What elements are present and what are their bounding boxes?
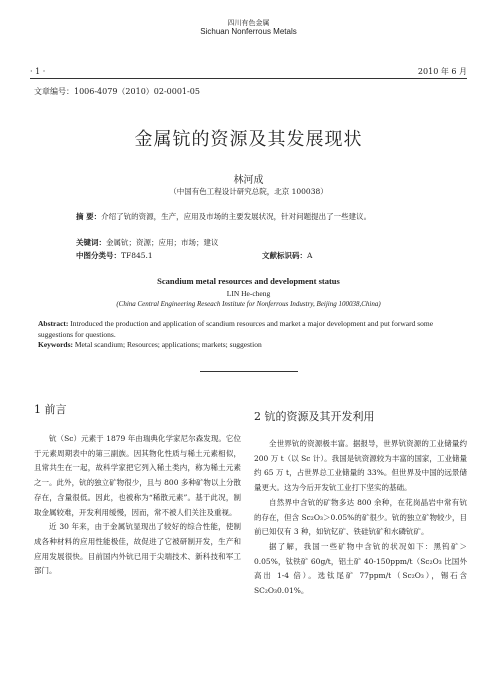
page-number: · 1 ·	[30, 67, 46, 76]
document-code-text: A	[307, 251, 313, 260]
abstract-cn	[76, 211, 438, 223]
classification-number	[76, 250, 153, 261]
header-rule	[30, 78, 467, 79]
abstract-en-label: Abstract:	[38, 319, 69, 328]
article-number: 文章编号：1006-4079（2010）02-0001-05	[34, 87, 200, 96]
abstract-en	[38, 318, 463, 340]
paragraph: 据了解，我国一些矿物中含钪的状况如下：黑钨矿＞0.05%，钛铁矿 60g/t，铝土矿 40-150ppm/t（Sc₂O₃ 比国外高出 1-4 倍）。选钛尾矿 77ppm/t（Sc₂O₃），锡石含 SC₂O₃0.01%。	[254, 541, 467, 596]
author-affiliation: （中国有色工程设计研究总院，北京 100038）	[169, 187, 328, 196]
paragraph: 自然界中含钪的矿物多达 800 余种，在花岗晶岩中常有钪的存在，但含 Sc₂O₃＞0.05%的矿很少。钪的独立矿物较少，目前已知仅有 3 种，如钪钇矿、铁硅钪矿和水磷钪矿。	[254, 497, 467, 537]
paragraph: 全世界钪的资源极丰富。据报导，世界钪资源的工业储量约 200 万 t（以 Sc 计）。我国是钪资源较为丰富的国家，工业储量约 65 万 t，占世界总工业储量的 33%。但世界及中国的远景储量更大。这为今后开发钪工业打下坚实的基础。	[254, 439, 467, 493]
keywords-cn-text: 金属钪；资源；应用；市场；建议	[106, 238, 219, 247]
journal-name-en: Sichuan Nonferrous Metals	[200, 27, 297, 36]
issue-date: 2010 年 6 月	[417, 67, 467, 76]
section-2-body	[254, 437, 467, 599]
journal-name-cn: 四川有色金属	[227, 19, 270, 27]
classification-text: TF845.1	[121, 251, 153, 260]
paragraph: 近 30 年来，由于金属钪显现出了较好的综合性能，使制成各种材料的应用性能极佳，故促进了它被研制开发，生产和应用发展很快。目前国内外钪已用于尖端技术、新科技和军工部门。	[34, 522, 241, 576]
abstract-cn-label: 摘 要：	[76, 212, 102, 221]
author-affiliation-en: (China Central Engineering Reseach Institute for Nonferrous Industry, Beijing 100038,China)	[116, 300, 381, 308]
abstract-cn-text: 介绍了钪的资源，生产，应用及市场的主要发展状况，针对问题提出了一些建议。	[101, 212, 372, 221]
paper-title: 金属钪的资源及其发展现状	[134, 129, 363, 150]
document-code-label: 文献标识码：	[262, 251, 307, 260]
author-name-en: LIN He-cheng	[226, 289, 271, 298]
section-heading-1: 1 前言	[34, 403, 67, 416]
keywords-en	[38, 340, 463, 349]
keywords-en-text: Metal scandium; Resources; applications; markets; suggestion	[73, 340, 262, 349]
document-code	[262, 250, 312, 261]
section-1-body	[34, 432, 241, 579]
paper-title-en: Scandium metal resources and development status	[157, 276, 340, 286]
section-heading-2: 2 钪的资源及其开发利用	[254, 410, 375, 423]
abstract-en-text: Introduced the production and application of scandium resources and market a major development and put forward some suggestions for questions.	[38, 319, 434, 339]
paragraph: 钪（Sc）元素于 1879 年由瑞典化学家尼尔森发现。它位于元素周期表中的第三副族。因其物化性质与稀土元素相似，且常共生在一起，故科学家把它列入稀土类内，称为稀土元素之一。此外，钪的独立矿物很少，且与 800 多种矿物以上分散存在，含量很低。因此，也被称为“稀散元素”。基于此况，制取金属较难，开发利用缓慢，因而，常不被人们关注及重视。	[34, 434, 241, 517]
keywords-cn-label: 关键词：	[76, 238, 106, 247]
keywords-en-label: Keywords:	[38, 340, 73, 349]
section-separator	[200, 371, 298, 372]
author-name: 林河成	[233, 175, 264, 186]
keywords-cn	[76, 237, 219, 248]
classification-label: 中图分类号：	[76, 251, 121, 260]
